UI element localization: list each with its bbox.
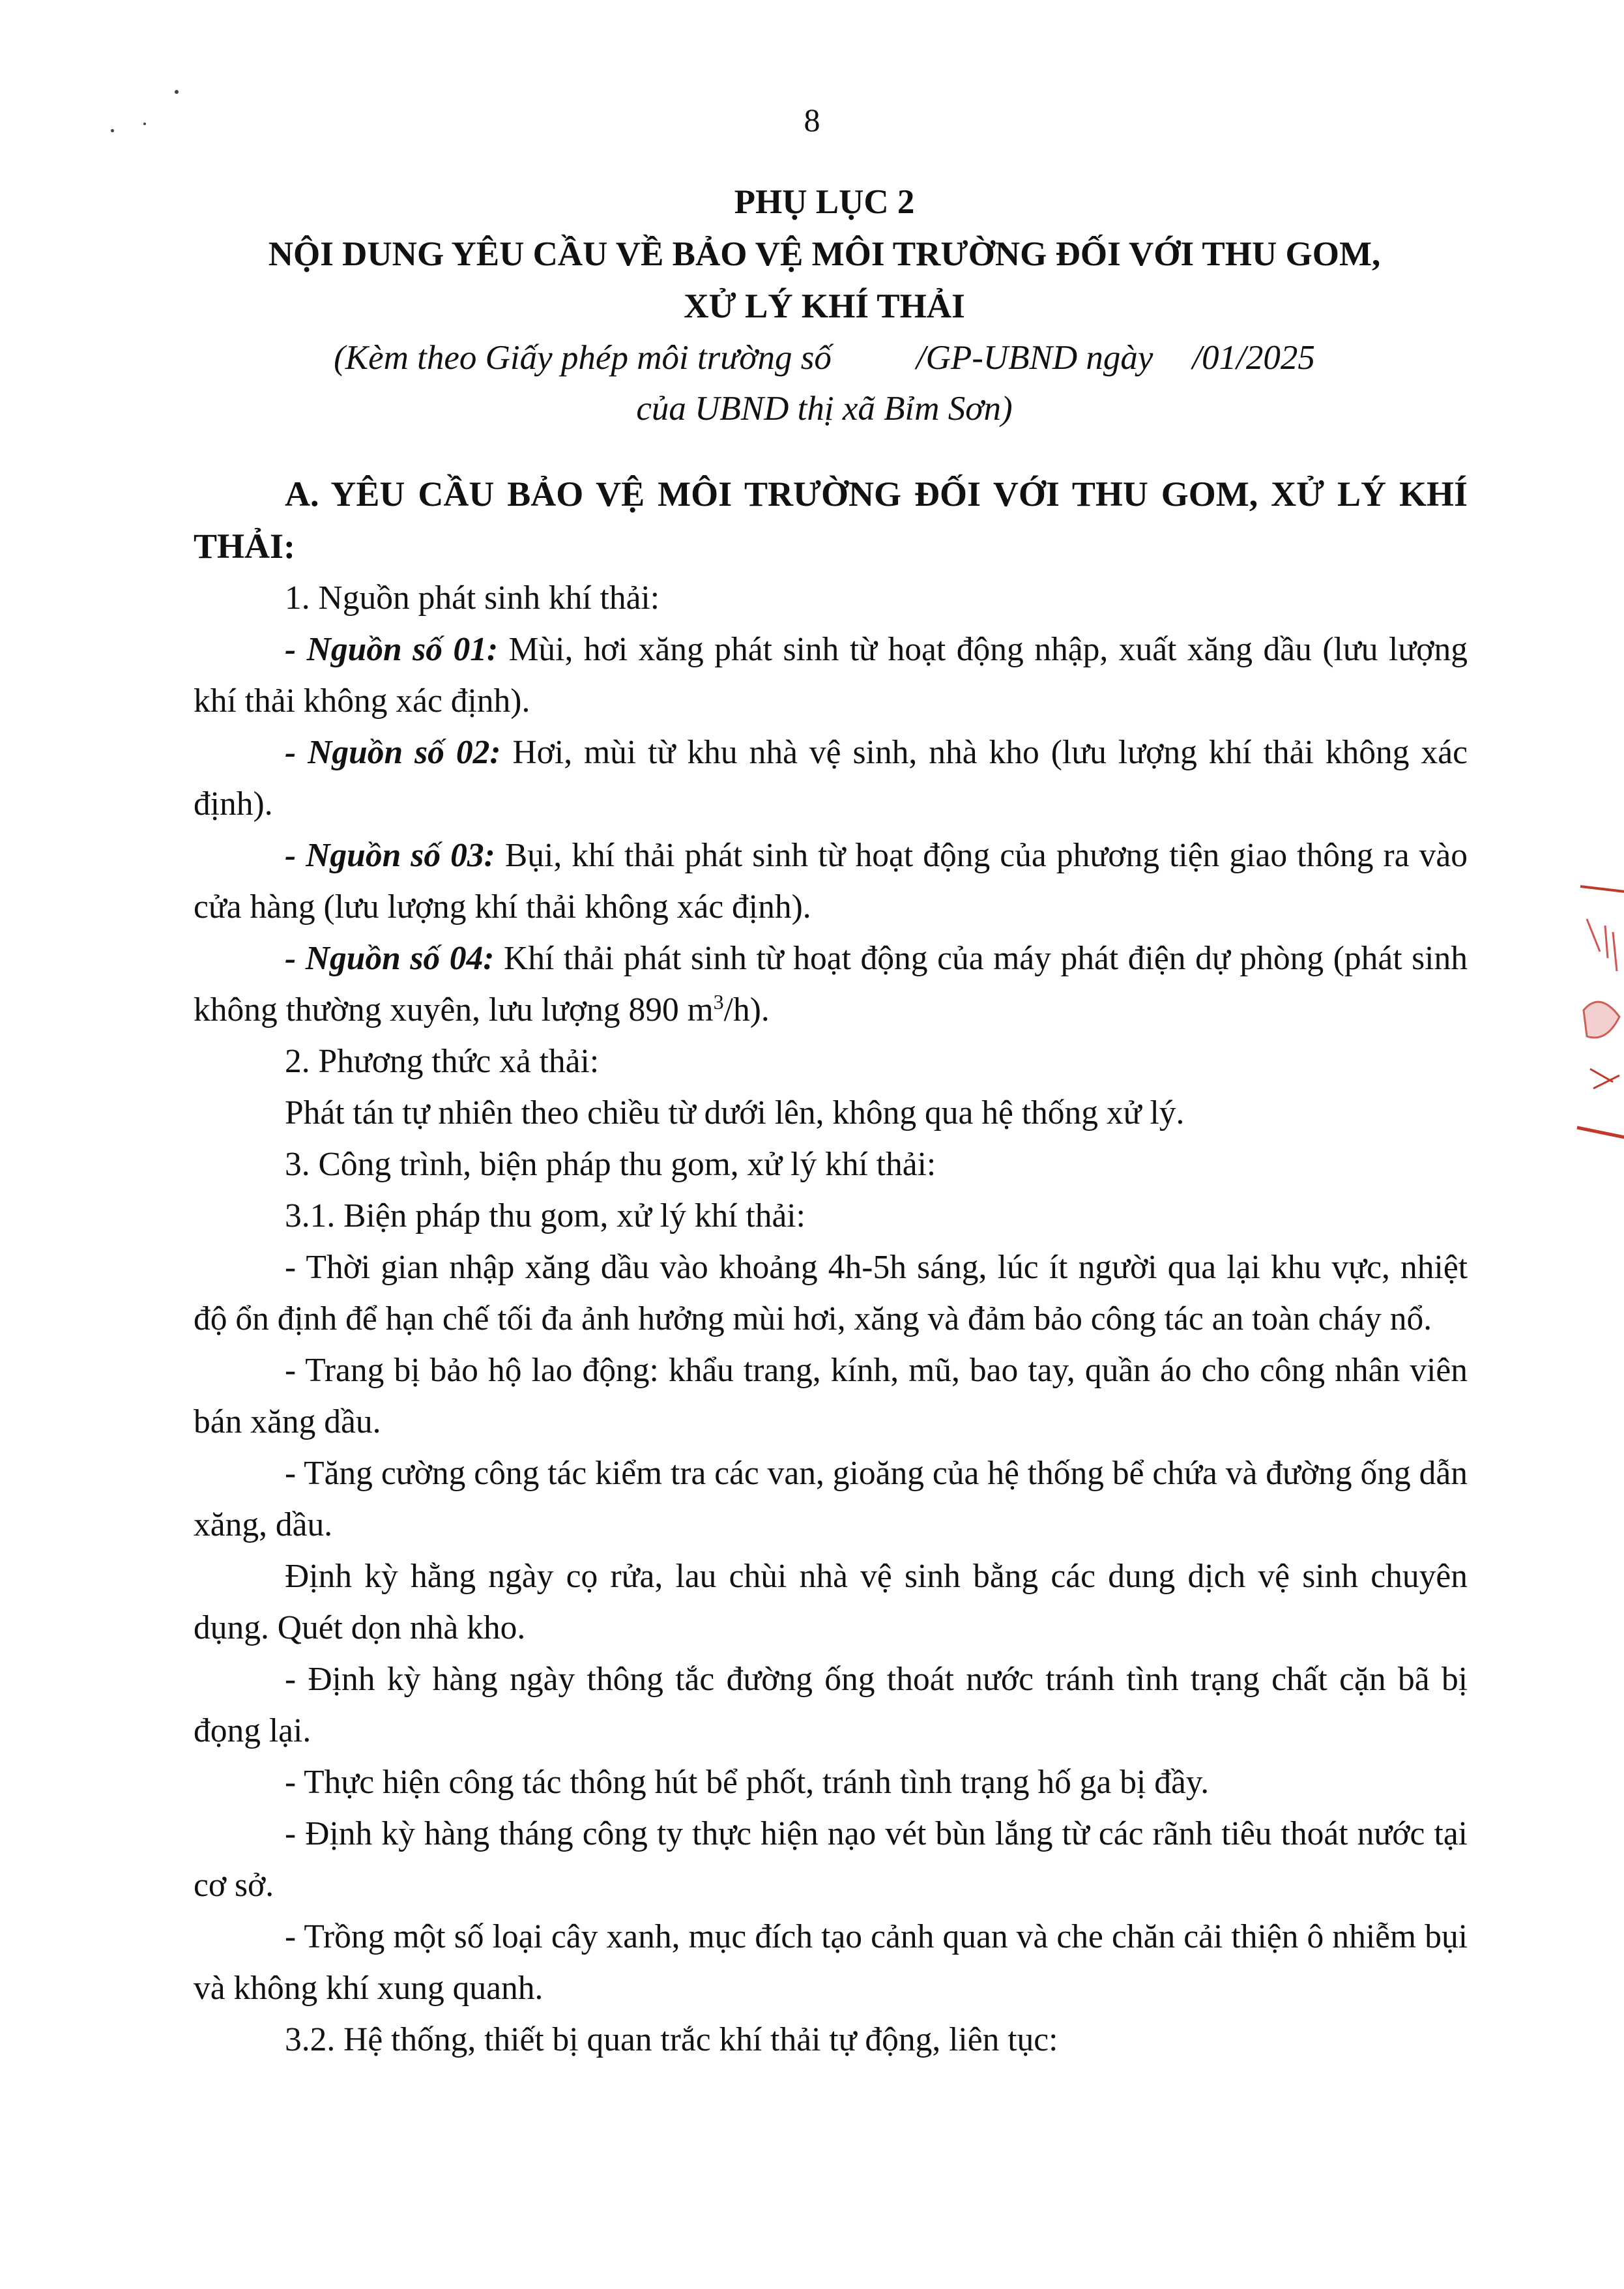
paragraph-measure-8: - Trồng một số loại cây xanh, mục đích tạo cảnh quan và che chăn cải thiện ô nhiễm bụi và không khí xung quanh. bbox=[194, 1918, 1468, 2007]
note-date: /01/2025 bbox=[1192, 339, 1315, 377]
paragraph-source-03 bbox=[194, 830, 1468, 933]
paragraph-measure-2: - Trang bị bảo hộ lao động: khẩu trang, kính, mũ, bao tay, quần áo cho công nhân viên bán xăng dầu. bbox=[194, 1352, 1468, 1440]
paragraph-3-2: 3.2. Hệ thống, thiết bị quan trắc khí thải tự động, liên tục: bbox=[285, 2021, 1058, 2058]
note-permit-label: (Kèm theo Giấy phép môi trường số bbox=[334, 339, 832, 377]
scan-speck bbox=[175, 90, 179, 94]
paragraph-measure-1: - Thời gian nhập xăng dầu vào khoảng 4h-5h sáng, lúc ít người qua lại khu vực, nhiệt độ ổn định để hạn chế tối đa ảnh hưởng mùi hơi, xăng và đảm bảo công tác an toàn cháy nổ. bbox=[194, 1249, 1468, 1337]
source-04-label: - Nguồn số 04: bbox=[285, 940, 495, 977]
paragraph-discharge-method-text: Phát tán tự nhiên theo chiều từ dưới lên, không qua hệ thống xử lý. bbox=[285, 1094, 1185, 1131]
paragraph-source-04 bbox=[194, 933, 1468, 1036]
paragraph-source-01 bbox=[194, 624, 1468, 727]
appendix-note-line1 bbox=[150, 332, 1499, 383]
red-stamp-edge bbox=[1574, 880, 1624, 1160]
appendix-note-line2: của UBND thị xã Bỉm Sơn) bbox=[636, 390, 1013, 428]
document-header bbox=[150, 176, 1499, 434]
source-03-text: Bụi, khí thải phát sinh từ hoạt động của phương tiện giao thông ra vào cửa hàng (lưu lượng khí thải không xác định). bbox=[194, 837, 1468, 926]
source-04-text: Khí thải phát sinh từ hoạt động của máy phát điện dự phòng (phát sinh không thường xuyên, lưu lượng 890 m bbox=[194, 940, 1468, 1028]
paragraph-measure-5: - Định kỳ hàng ngày thông tắc đường ống thoát nước tránh tình trạng chất cặn bã bị đọng lại. bbox=[194, 1661, 1468, 1749]
source-04-end: /h). bbox=[723, 991, 770, 1028]
paragraph-emission-sources: 1. Nguồn phát sinh khí thải: bbox=[285, 579, 660, 617]
paragraph-measure-7: - Định kỳ hàng tháng công ty thực hiện nạo vét bùn lắng từ các rãnh tiêu thoát nước tại cơ sở. bbox=[194, 1815, 1468, 1904]
paragraph-measure-3: - Tăng cường công tác kiểm tra các van, gioăng của hệ thống bể chứa và đường ống dẫn xăng, dầu. bbox=[194, 1455, 1468, 1543]
appendix-title: PHỤ LỤC 2 bbox=[734, 183, 915, 221]
source-03-label: - Nguồn số 03: bbox=[285, 837, 495, 874]
paragraph-measure-4: Định kỳ hằng ngày cọ rửa, lau chùi nhà vệ sinh bằng các dung dịch vệ sinh chuyên dụng. Quét dọn nhà kho. bbox=[194, 1558, 1468, 1646]
source-01-text: Mùi, hơi xăng phát sinh từ hoạt động nhập, xuất xăng dầu (lưu lượng khí thải không xác định). bbox=[194, 631, 1468, 720]
source-01-label: - Nguồn số 01: bbox=[285, 631, 499, 668]
source-02-text: Hơi, mùi từ khu nhà vệ sinh, nhà kho (lưu lượng khí thải không xác định). bbox=[194, 734, 1468, 823]
paragraph-works-measures: 3. Công trình, biện pháp thu gom, xử lý khí thải: bbox=[285, 1146, 936, 1183]
document-body bbox=[194, 468, 1468, 2065]
page-number: 8 bbox=[804, 102, 820, 138]
appendix-subtitle-line1: NỘI DUNG YÊU CẦU VỀ BẢO VỆ MÔI TRƯỜNG ĐỐI VỚI THU GOM, bbox=[268, 235, 1381, 273]
note-permit-number: /GP-UBND ngày bbox=[916, 339, 1153, 377]
source-04-superscript: 3 bbox=[713, 989, 724, 1013]
paragraph-measure-6: - Thực hiện công tác thông hút bể phốt, tránh tình trạng hố ga bị đầy. bbox=[285, 1764, 1210, 1801]
paragraph-source-02 bbox=[194, 727, 1468, 830]
appendix-subtitle-line2: XỬ LÝ KHÍ THẢI bbox=[684, 287, 965, 325]
section-a-heading: A. YÊU CẦU BẢO VỆ MÔI TRƯỜNG ĐỐI VỚI THU GOM, XỬ LÝ KHÍ THẢI: bbox=[194, 474, 1468, 566]
source-02-label: - Nguồn số 02: bbox=[285, 734, 501, 771]
paragraph-3-1: 3.1. Biện pháp thu gom, xử lý khí thải: bbox=[285, 1197, 805, 1234]
paragraph-discharge-method: 2. Phương thức xả thải: bbox=[285, 1043, 600, 1080]
